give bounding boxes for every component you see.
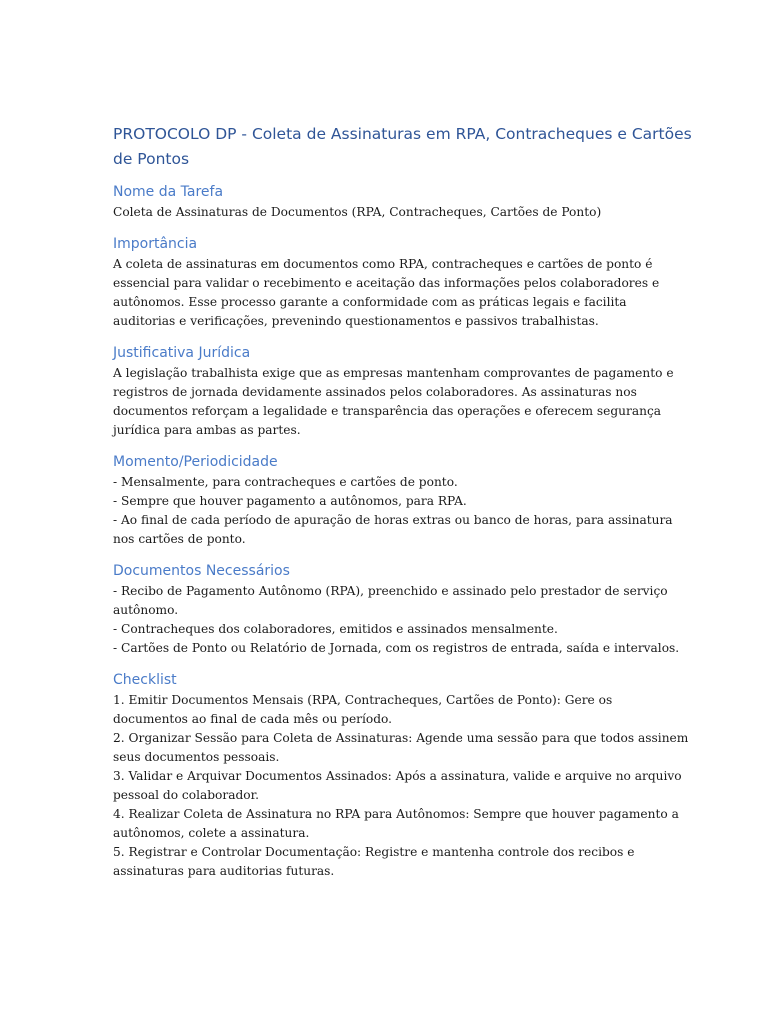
section-heading: Documentos Necessários: [113, 563, 290, 579]
text-line: Coleta de Assinaturas de Documentos (RPA, Contracheques, Cartões de Ponto): [113, 205, 602, 219]
section-heading: Nome da Tarefa: [113, 184, 224, 200]
list-item: - Contracheques dos colaboradores, emitidos e assinados mensalmente.: [113, 622, 558, 636]
checklist-item: autônomos, colete a assinatura.: [113, 826, 310, 840]
section-body: [113, 691, 689, 881]
checklist-item: seus documentos pessoais.: [113, 750, 280, 764]
section-body: [113, 582, 680, 658]
title-line: PROTOCOLO DP - Coleta de Assinaturas em RPA, Contracheques e Cartões: [113, 125, 692, 143]
list-item: - Sempre que houver pagamento a autônomos, para RPA.: [113, 494, 467, 508]
section-body: [113, 473, 673, 549]
title-line: de Pontos: [113, 150, 190, 168]
checklist-item: 4. Realizar Coleta de Assinatura no RPA para Autônomos: Sempre que houver pagamento a: [113, 807, 679, 821]
text-line: jurídica para ambas as partes.: [113, 423, 301, 437]
checklist-item: 1. Emitir Documentos Mensais (RPA, Contracheques, Cartões de Ponto): Gere os: [113, 693, 613, 707]
section-checklist: [113, 670, 689, 881]
checklist-item: pessoal do colaborador.: [113, 788, 259, 802]
list-item: - Ao final de cada período de apuração de horas extras ou banco de horas, para assinatura: [113, 513, 673, 527]
section-required-documents: [113, 561, 680, 658]
section-heading: Momento/Periodicidade: [113, 454, 278, 470]
checklist-item: 2. Organizar Sessão para Coleta de Assinaturas: Agende uma sessão para que todos assinem: [113, 731, 689, 745]
section-importance: [113, 234, 668, 331]
text-line: A coleta de assinaturas em documentos como RPA, contracheques e cartões de ponto é: [113, 257, 653, 271]
page-title: [113, 122, 692, 172]
section-body: [113, 364, 674, 440]
checklist-item: assinaturas para auditorias futuras.: [113, 864, 335, 878]
list-item: - Mensalmente, para contracheques e cartões de ponto.: [113, 475, 458, 489]
section-heading: Checklist: [113, 672, 177, 688]
text-line: A legislação trabalhista exige que as empresas mantenham comprovantes de pagamento e: [113, 366, 674, 380]
section-timing: [113, 452, 673, 549]
section-body: [113, 255, 668, 331]
section-task-name: [113, 182, 668, 222]
section-heading: Justificativa Jurídica: [113, 345, 251, 361]
section-body: [113, 203, 668, 222]
section-legal-justification: [113, 343, 674, 440]
section-heading: Importância: [113, 236, 198, 252]
text-line: documentos reforçam a legalidade e transparência das operações e oferecem segurança: [113, 404, 662, 418]
list-item: nos cartões de ponto.: [113, 532, 246, 546]
list-item: - Cartões de Ponto ou Relatório de Jornada, com os registros de entrada, saída e intervalos.: [113, 641, 680, 655]
text-line: autônomos. Esse processo garante a conformidade com as práticas legais e facilita: [113, 295, 627, 309]
list-item: - Recibo de Pagamento Autônomo (RPA), preenchido e assinado pelo prestador de serviço: [113, 584, 668, 598]
checklist-item: documentos ao final de cada mês ou período.: [113, 712, 393, 726]
text-line: auditorias e verificações, prevenindo questionamentos e passivos trabalhistas.: [113, 314, 599, 328]
list-item: autônomo.: [113, 603, 179, 617]
text-line: registros de jornada devidamente assinados pelos colaboradores. As assinaturas nos: [113, 385, 637, 399]
checklist-item: 5. Registrar e Controlar Documentação: Registre e mantenha controle dos recibos e: [113, 845, 635, 859]
text-line: essencial para validar o recebimento e aceitação das informações pelos colaboradores e: [113, 276, 660, 290]
checklist-item: 3. Validar e Arquivar Documentos Assinados: Após a assinatura, valide e arquive no arquivo: [113, 769, 682, 783]
